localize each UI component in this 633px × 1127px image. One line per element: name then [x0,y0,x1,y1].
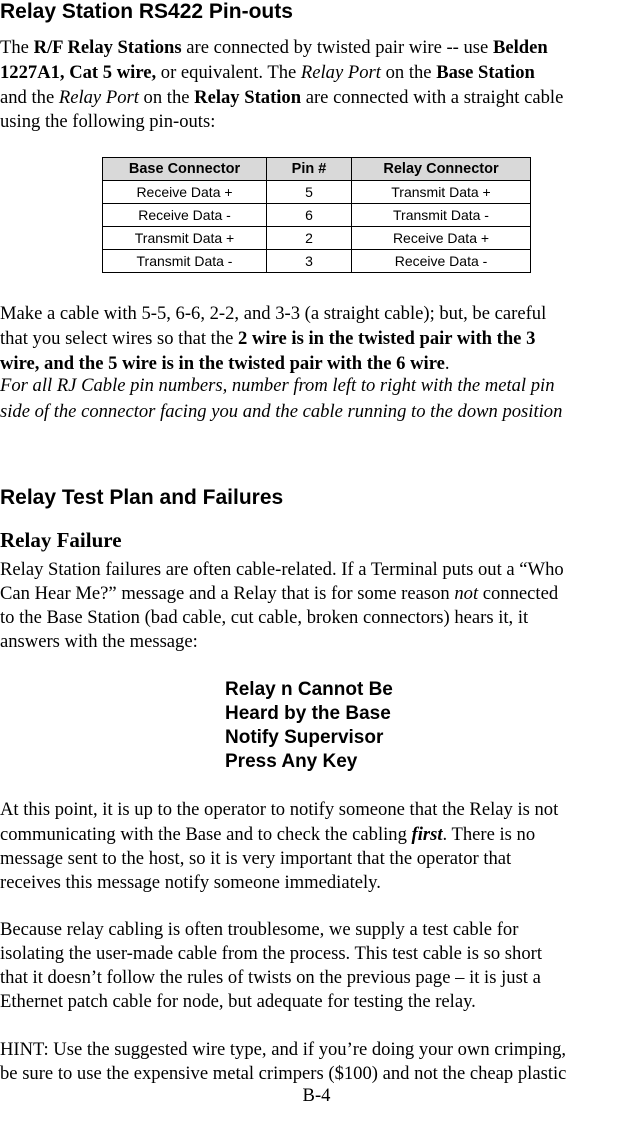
message-line: Notify Supervisor [225,727,384,748]
para2-line-4: receives this message notify someone immediately. [0,872,381,893]
para2-line-2: communicating with the Base and to check the cabling first. There is no [0,824,536,845]
table-cell: Transmit Data - [103,250,267,273]
table-cell: Transmit Data + [352,181,531,204]
table-cell: 6 [267,204,352,227]
table-row [103,204,531,227]
para1-line-4: answers with the message: [0,631,198,652]
pinout-table [102,157,531,273]
column-header: Base Connector [103,158,267,181]
table-cell: Transmit Data - [352,204,531,227]
section-title-pinouts: Relay Station RS422 Pin-outs [0,0,293,23]
intro-line-2: 1227A1, Cat 5 wire, or equivalent. The Relay Port on the Base Station [0,62,535,83]
para1-line-2: Can Hear Me?” message and a Relay that is for some reason not connected [0,583,559,604]
message-line: Heard by the Base [225,703,391,724]
subsection-title-relay-failure: Relay Failure [0,528,122,552]
rj-note-line-1: For all RJ Cable pin numbers, number from left to right with the metal pin [0,375,555,396]
column-header: Relay Connector [352,158,531,181]
table-row [103,181,531,204]
table-cell: Receive Data - [103,204,267,227]
para3-line-2: isolating the user-made cable from the process. This test cable is so short [0,943,542,964]
hint-line-2: be sure to use the expensive metal crimpers ($100) and not the cheap plastic [0,1063,567,1084]
table-cell: Transmit Data + [103,227,267,250]
table-cell: Receive Data - [352,250,531,273]
intro-line-4: using the following pin-outs: [0,111,216,132]
para3-line-3: that it doesn’t follow the rules of twists on the previous page – it is just a [0,967,541,988]
hint-line-1: HINT: Use the suggested wire type, and if you’re doing your own crimping, [0,1039,567,1060]
para3-line-4: Ethernet patch cable for node, but adequate for testing the relay. [0,991,476,1012]
para2-line-1: At this point, it is up to the operator to notify someone that the Relay is not [0,799,559,820]
table-cell: 3 [267,250,352,273]
table-cell: Receive Data + [103,181,267,204]
para1-line-1: Relay Station failures are often cable-related. If a Terminal puts out a “Who [0,559,564,580]
cable-note-line-2: that you select wires so that the 2 wire is in the twisted pair with the 3 [0,328,536,349]
intro-line-3: and the Relay Port on the Relay Station are connected with a straight cable [0,87,564,108]
table-cell: Receive Data + [352,227,531,250]
para2-line-3: message sent to the host, so it is very important that the operator that [0,848,512,869]
table-row [103,227,531,250]
relay-message-block [225,678,393,774]
table-row [103,250,531,273]
para3-line-1: Because relay cabling is often troublesome, we supply a test cable for [0,919,519,940]
table-cell: 5 [267,181,352,204]
message-line: Press Any Key [225,751,358,772]
cable-note-line-1: Make a cable with 5-5, 6-6, 2-2, and 3-3 (a straight cable); but, be careful [0,303,547,324]
column-header: Pin # [267,158,352,181]
para1-line-3: to the Base Station (bad cable, cut cable, broken connectors) hears it, it [0,607,529,628]
rj-note-line-2: side of the connector facing you and the cable running to the down position [0,401,563,422]
intro-line-1: The R/F Relay Stations are connected by twisted pair wire -- use Belden [0,37,548,58]
table-header-row [103,158,531,181]
page-number: B-4 [302,1085,331,1106]
section-title-test-plan: Relay Test Plan and Failures [0,486,284,509]
cable-note-line-3: wire, and the 5 wire is in the twisted pair with the 6 wire. [0,353,450,374]
message-line: Relay n Cannot Be [225,679,393,700]
table-cell: 2 [267,227,352,250]
